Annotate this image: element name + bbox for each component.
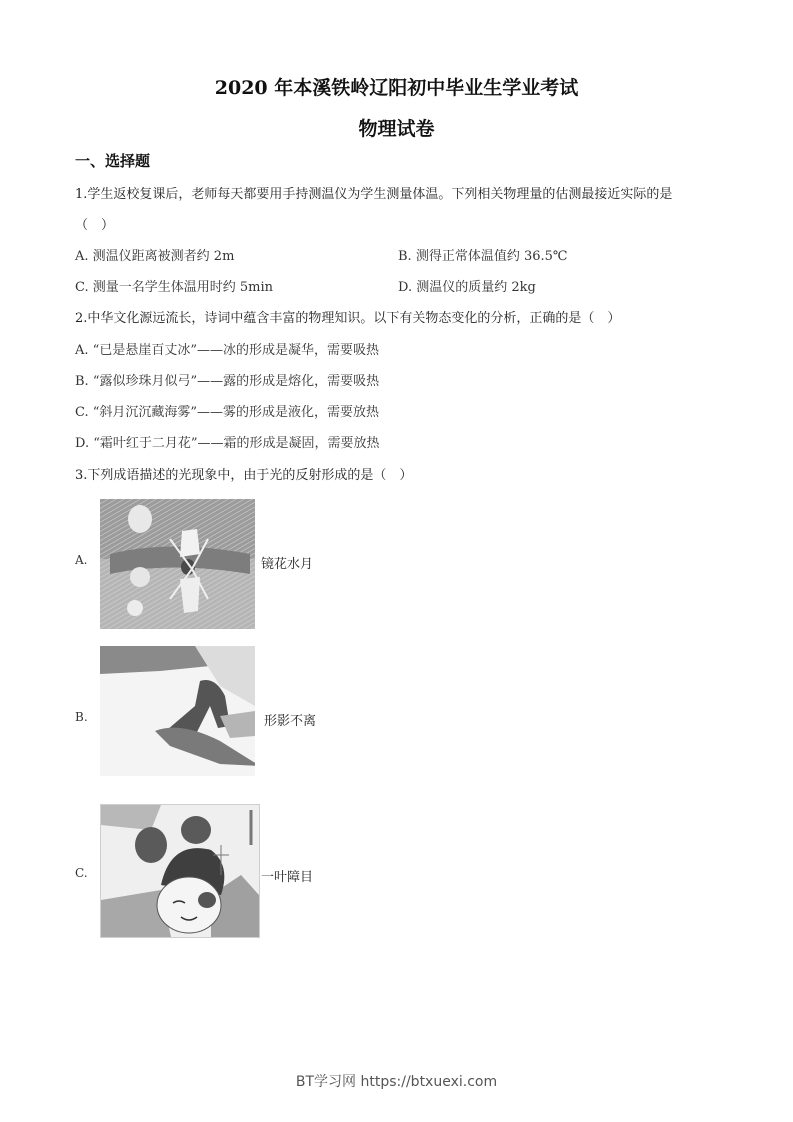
question-2-stem: 2.中华文化源远流长，诗词中蕴含丰富的物理知识。以下有关物态变化的分析，正确的是（ ） xyxy=(75,311,621,326)
child-leaf-eye-image xyxy=(100,804,260,938)
option-label: C. xyxy=(75,280,89,295)
question-2-option-b xyxy=(75,370,379,389)
exam-subtitle: 物理试卷 xyxy=(358,118,435,140)
question-3-option-c-label: C. xyxy=(75,866,88,880)
question-2-option-c xyxy=(75,401,379,420)
child-leaf-eye-illustration xyxy=(101,805,259,937)
snowboarder-shadow-illustration xyxy=(100,646,255,776)
option-text: “露似珍珠月似弓”——露的形成是熔化，需要吸热 xyxy=(92,374,380,389)
exam-title: 2020 年本溪铁岭辽阳初中毕业生学业考试 xyxy=(214,77,579,99)
question-1-blank: （ ） xyxy=(75,218,115,233)
option-label: B. xyxy=(398,249,412,264)
section-heading: 一、选择题 xyxy=(75,152,151,170)
question-3-option-a-label: A. xyxy=(75,553,88,567)
footer-watermark: BT学习网 https://btxuexi.com xyxy=(295,1074,498,1090)
question-1-option-c xyxy=(75,276,273,295)
question-2-option-a xyxy=(75,339,379,358)
option-label: A. xyxy=(75,343,89,358)
question-3-option-b-label: B. xyxy=(75,710,88,724)
lotus-reflection-image xyxy=(100,499,255,629)
question-3-stem: 3.下列成语描述的光现象中，由于光的反射形成的是（ ） xyxy=(75,468,413,483)
question-1-stem: 1.学生返校复课后，老师每天都要用手持测温仪为学生测量体温。下列相关物理量的估测最接近实际的是 xyxy=(75,187,673,202)
option-label: C. xyxy=(75,405,89,420)
option-label: B. xyxy=(75,374,89,389)
snowboarder-shadow-image xyxy=(100,646,255,776)
option-text: “斜月沉沉藏海雾”——雾的形成是液化，需要放热 xyxy=(92,405,380,420)
option-text: 测温仪的质量约 2kg xyxy=(416,280,536,295)
question-3-option-b-caption: 形影不离 xyxy=(264,714,317,729)
question-3-option-c-caption: 一叶障目 xyxy=(261,870,314,885)
option-text: “霜叶红于二月花”——霜的形成是凝固，需要放热 xyxy=(93,436,380,451)
question-1-option-d xyxy=(398,276,536,295)
option-label: D. xyxy=(75,436,90,451)
option-text: 测温仪距离被测者约 2m xyxy=(92,249,235,264)
question-1-option-b xyxy=(398,245,567,264)
lotus-reflection-illustration xyxy=(100,499,255,629)
question-1-option-a xyxy=(75,245,234,264)
option-text: “已是悬崖百丈冰”——冰的形成是凝华，需要吸热 xyxy=(92,343,379,358)
option-label: D. xyxy=(398,280,413,295)
option-text: 测量一名学生体温用时约 5min xyxy=(92,280,274,295)
question-3-option-a-caption: 镜花水月 xyxy=(261,557,314,572)
option-text: 测得正常体温值约 36.5℃ xyxy=(415,249,568,264)
question-2-option-d xyxy=(75,432,380,451)
option-label: A. xyxy=(75,249,89,264)
